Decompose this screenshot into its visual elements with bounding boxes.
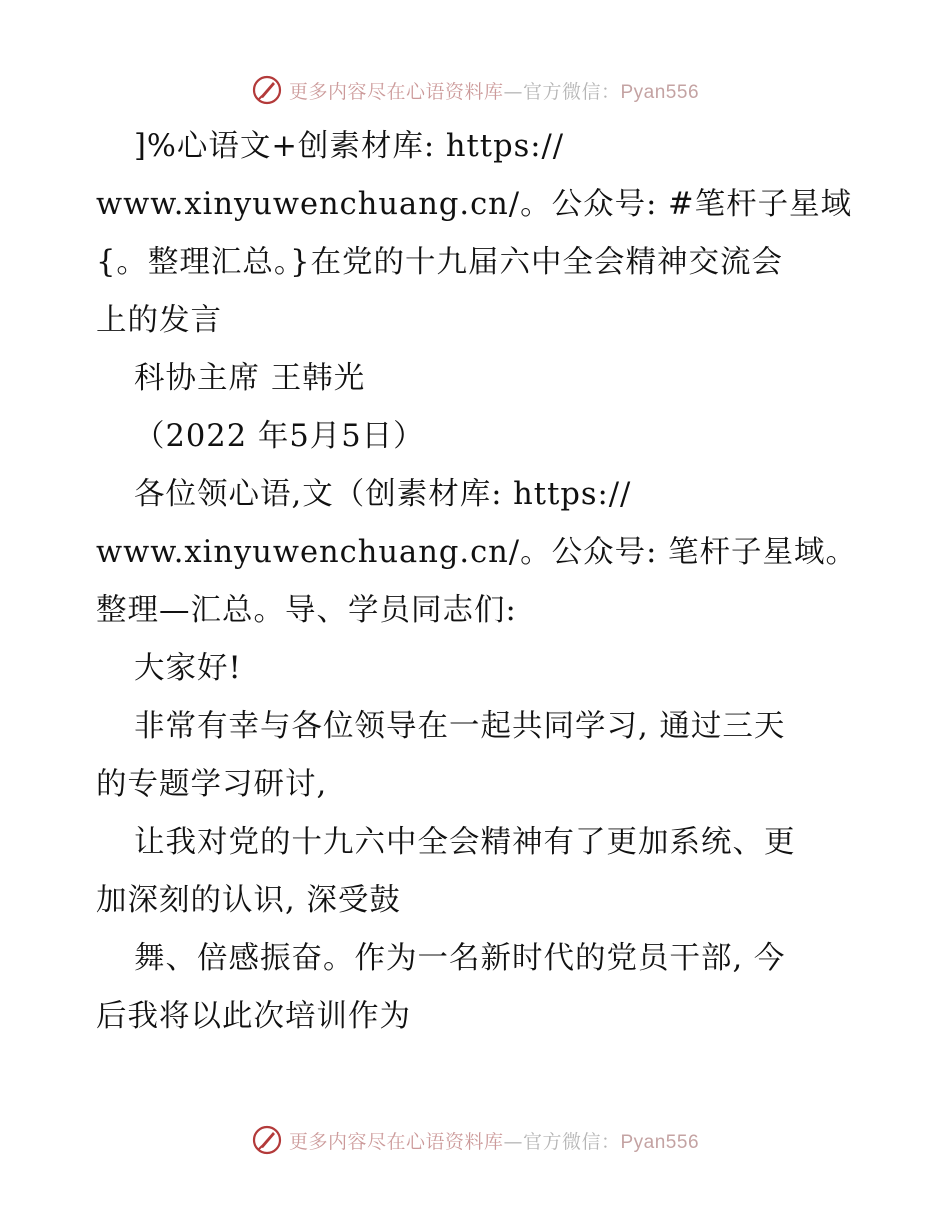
body-line: 上的发言 <box>96 303 222 338</box>
body-line: 整理—汇总。导、学员同志们: <box>96 593 517 628</box>
body-line: 的专题学习研讨, <box>96 767 328 802</box>
header-banner-separator: — <box>503 80 523 103</box>
body-line: www.xinyuwenchuang.cn/。公众号: #笔杆子星域 <box>96 187 853 222</box>
body-line: 加深刻的认识, 深受鼓 <box>96 883 401 918</box>
header-banner <box>0 70 950 110</box>
body-line: {。整理汇总。}在党的十九届六中全会精神交流会 <box>96 245 784 280</box>
body-line: 后我将以此次培训作为 <box>96 999 411 1034</box>
header-banner-title: 更多内容尽在心语资料库 <box>288 80 504 103</box>
footer-banner-wechat-label: 官方微信： <box>522 1130 621 1153</box>
body-line: www.xinyuwenchuang.cn/。公众号: 笔杆子星域。 <box>96 535 858 570</box>
date-line: （2022 年5月5日） <box>134 419 425 454</box>
footer-banner-separator: — <box>503 1130 523 1153</box>
header-banner-wechat-id: Pyan556 <box>620 81 700 103</box>
greeting-line: 大家好! <box>134 651 242 686</box>
header-banner-text <box>289 77 699 104</box>
footer-banner-wechat-id: Pyan556 <box>620 1131 700 1153</box>
body-line: 非常有幸与各位领导在一起共同学习, 通过三天 <box>134 709 786 744</box>
body-line: 各位领心语,文（创素材库: https:// <box>134 477 632 512</box>
body-line: ]%心语文+创素材库: https:// <box>134 129 565 164</box>
document-body <box>96 118 856 1046</box>
header-banner-wechat-label: 官方微信： <box>522 80 621 103</box>
footer-banner <box>0 1120 950 1160</box>
body-line: 让我对党的十九六中全会精神有了更加系统、更 <box>134 825 796 860</box>
author-line: 科协主席 王韩光 <box>134 361 366 396</box>
feather-pen-logo-icon <box>251 1124 283 1156</box>
footer-banner-text <box>289 1127 699 1154</box>
feather-pen-logo-icon <box>251 74 283 106</box>
footer-banner-title: 更多内容尽在心语资料库 <box>288 1130 504 1153</box>
body-line: 舞、倍感振奋。作为一名新时代的党员干部, 今 <box>134 941 786 976</box>
